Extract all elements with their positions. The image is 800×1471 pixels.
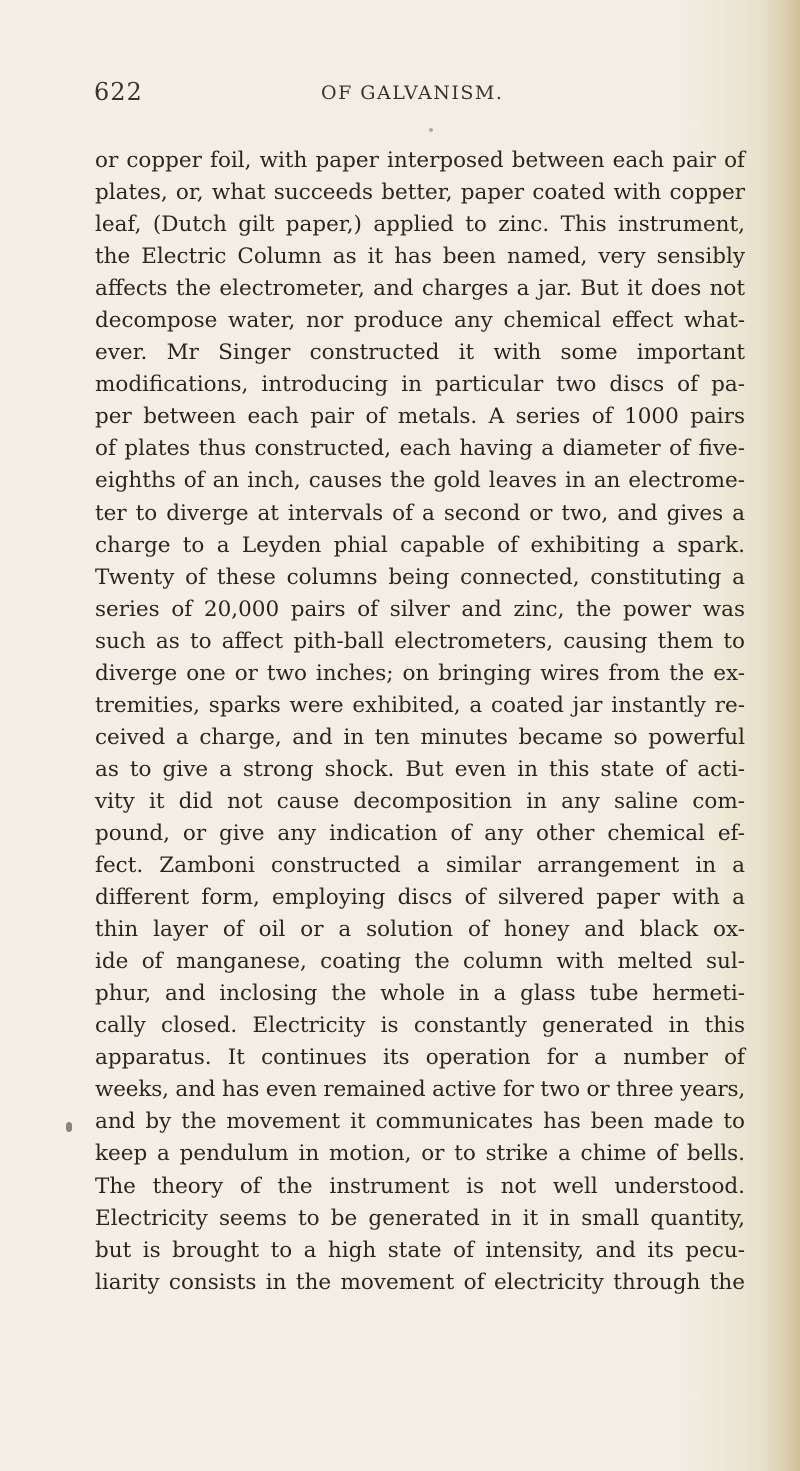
text-line: ever. Mr Singer constructed it with some important [95, 340, 745, 366]
page-edge-shadow [762, 0, 800, 1471]
text-line: Electricity seems to be generated in it in small quantity, [95, 1205, 745, 1231]
text-line: affects the electrometer, and charges a jar. But it does not [95, 276, 745, 302]
text-line: as to give a strong shock. But even in this state of acti- [95, 756, 745, 782]
text-line: modifications, introducing in particular two discs of pa- [95, 372, 745, 398]
text-line: cally closed. Electricity is constantly generated in this [95, 1013, 745, 1039]
text-line: keep a pendulum in motion, or to strike a chime of bells. [95, 1141, 745, 1167]
text-line: but is brought to a high state of intensity, and its pecu- [95, 1237, 745, 1263]
body-text [95, 145, 745, 1299]
text-line: fect. Zamboni constructed a similar arrangement in a [95, 853, 745, 879]
text-line: ter to diverge at intervals of a second or two, and gives a [95, 500, 745, 526]
text-line: Twenty of these columns being connected, constituting a [95, 564, 745, 590]
text-line: ceived a charge, and in ten minutes became so powerful [95, 724, 745, 750]
text-line: The theory of the instrument is not well understood. [95, 1173, 745, 1199]
text-line: the Electric Column as it has been named, very sensibly [95, 244, 745, 270]
text-line: leaf, (Dutch gilt paper,) applied to zinc. This instrument, [95, 212, 745, 238]
text-line: plates, or, what succeeds better, paper coated with copper [95, 180, 745, 206]
text-line: per between each pair of metals. A series of 1000 pairs [95, 404, 745, 430]
ink-speck [429, 128, 433, 132]
text-line: vity it did not cause decomposition in any saline com- [95, 788, 745, 814]
text-line: or copper foil, with paper interposed between each pair of [95, 148, 745, 173]
text-line: diverge one or two inches; on bringing wires from the ex- [95, 660, 745, 686]
text-line: tremities, sparks were exhibited, a coated jar instantly re- [95, 692, 745, 718]
running-head: OF GALVANISM. [321, 82, 504, 104]
text-line: phur, and inclosing the whole in a glass tube hermeti- [95, 981, 745, 1007]
text-line: and by the movement it communicates has been made to [95, 1109, 745, 1135]
page-header [0, 78, 800, 118]
text-line: weeks, and has even remained active for two or three years, [95, 1077, 745, 1103]
text-line: eighths of an inch, causes the gold leaves in an electrome- [95, 468, 745, 494]
text-line: charge to a Leyden phial capable of exhibiting a spark. [95, 532, 745, 558]
text-line: different form, employing discs of silvered paper with a [95, 885, 745, 911]
text-line: pound, or give any indication of any other chemical ef- [95, 820, 745, 846]
text-line: of plates thus constructed, each having a diameter of five- [95, 436, 745, 462]
page-number: 622 [94, 78, 143, 106]
margin-ink-blot [66, 1122, 72, 1132]
text-line: series of 20,000 pairs of silver and zinc, the power was [95, 596, 745, 622]
text-line: decompose water, nor produce any chemical effect what- [95, 308, 745, 334]
text-line: liarity consists in the movement of electricity through the [95, 1269, 745, 1295]
text-line: thin layer of oil or a solution of honey and black ox- [95, 917, 745, 943]
text-line: such as to affect pith-ball electrometers, causing them to [95, 628, 745, 654]
text-line: apparatus. It continues its operation for a number of [95, 1045, 745, 1071]
text-line: ide of manganese, coating the column with melted sul- [95, 949, 745, 975]
